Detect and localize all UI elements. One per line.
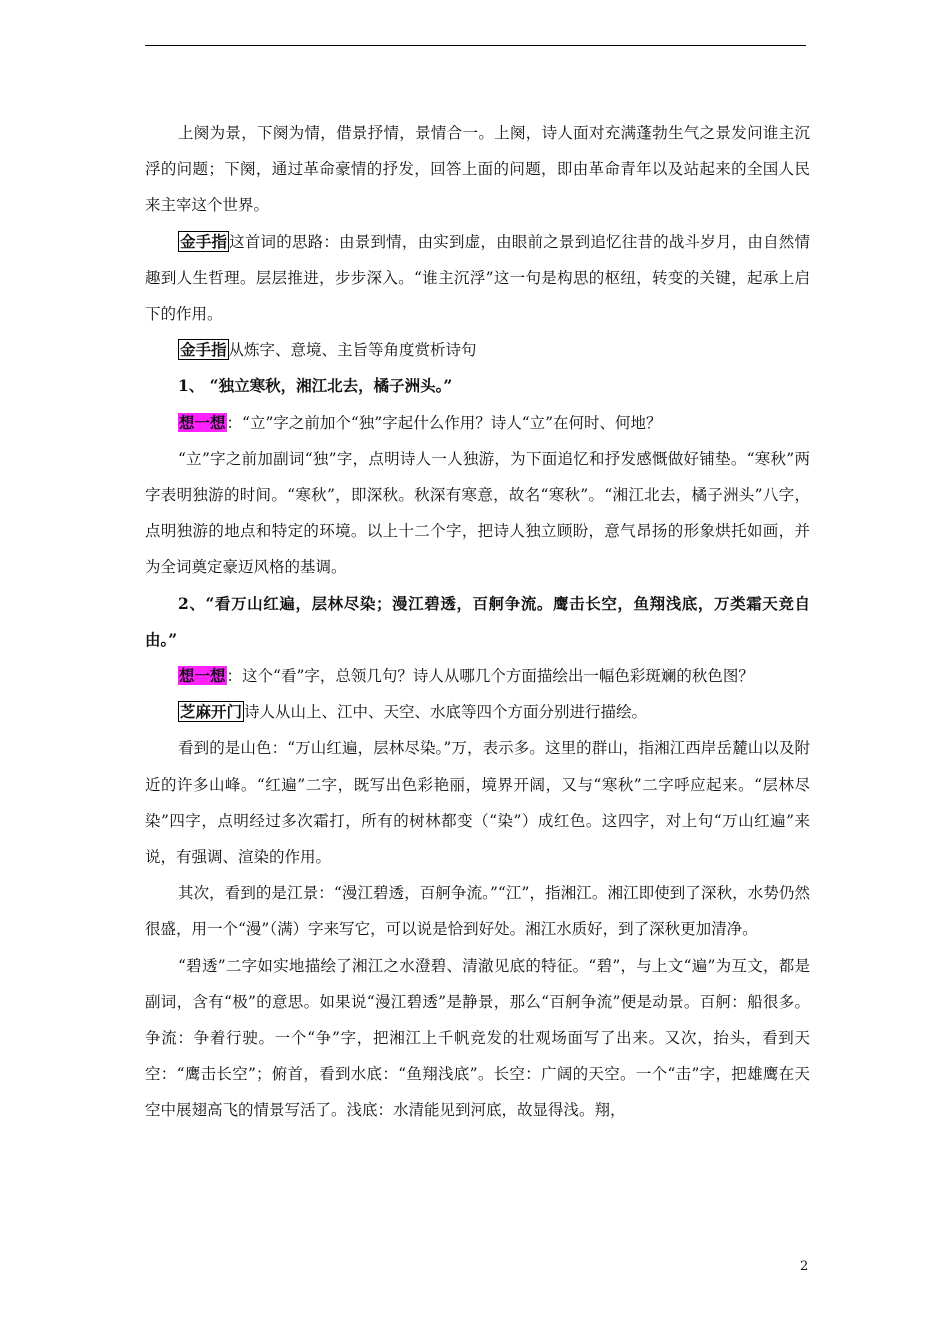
paragraph <box>145 694 810 730</box>
paragraph <box>145 405 810 441</box>
poem-line: 2、“看万山红遍，层林尽染；漫江碧透，百舸争流。鹰击长空，鱼翔浅底，万类霜天竞自由。” <box>145 593 810 649</box>
paragraph-text: ：“立”字之前加个“独”字起什么作用？诗人“立”在何时、何地？ <box>226 413 662 432</box>
paragraph-text: 诗人从山上、江中、天空、水底等四个方面分别进行描绘。 <box>244 703 648 722</box>
document-body <box>145 115 810 1129</box>
tag-label: 想一想 <box>179 412 226 432</box>
page-number: 2 <box>800 1259 809 1274</box>
paragraph: “碧透”二字如实地描绘了湘江之水澄碧、清澈见底的特征。“碧”，与上文“遍”为互文，都是副词，含有“极”的意思。如果说“漫江碧透”是静景，那么“百舸争流”便是动景。百舸：船很多。争流：争着行驶。一个“争”字，把湘江上千帆竞发的壮观场面写了出来。又次，抬头，看到天空：“鹰击长空”；俯首，看到水底：“鱼翔浅底”。长空：广阔的天空。一个“击”字，把雄鹰在天空中展翅高飞的情景写活了。浅底：水清能见到河底，故显得浅。翔， <box>145 956 810 1120</box>
tag-label: 想一想 <box>179 666 226 686</box>
tag-label: 金手指 <box>180 340 227 360</box>
paragraph <box>145 658 810 694</box>
paragraph-text: 这首词的思路：由景到情，由实到虚，由眼前之景到追忆往昔的战斗岁月，由自然情趣到人生哲理。层层推进，步步深入。“谁主沉浮”这一句是构思的枢纽，转变的关键，起承上启下的作用。 <box>145 232 810 324</box>
tag-label: 金手指 <box>180 231 228 251</box>
paragraph-text: 从炼字、意境、主旨等角度赏析诗句 <box>228 341 477 360</box>
paragraph: “立”字之前加副词“独”字，点明诗人一人独游，为下面追忆和抒发感慨做好铺垫。“寒秋”两字表明独游的时间。“寒秋”，即深秋。秋深有寒意，故名“寒秋”。“湘江北去，橘子洲头”八字，点明独游的地点和特定的环境。以上十二个字，把诗人独立顾盼，意气昂扬的形象烘托如画，并为全词奠定豪迈风格的基调。 <box>145 449 810 577</box>
paragraph: 其次，看到的是江景：“漫江碧透，百舸争流。”“江”，指湘江。湘江即使到了深秋，水势仍然很盛，用一个“漫”（满）字来写它，可以说是恰到好处。湘江水质好，到了深秋更加清净。 <box>145 884 810 939</box>
paragraph: 上阕为景，下阕为情，借景抒情，景情合一。上阕，诗人面对充满蓬勃生气之景发问谁主沉浮的问题；下阕，通过革命豪情的抒发，回答上面的问题，即由革命青年以及站起来的全国人民来主宰这个世界。 <box>145 124 810 215</box>
paragraph-text: ：这个“看”字，总领几句？诗人从哪几个方面描绘出一幅色彩斑斓的秋色图？ <box>226 667 754 686</box>
paragraph <box>145 332 810 368</box>
paragraph: 看到的是山色：“万山红遍，层林尽染。”万，表示多。这里的群山，指湘江西岸岳麓山以及附近的许多山峰。“红遍”二字，既写出色彩艳丽，境界开阔，又与“寒秋”二字呼应起来。“层林尽染”四字，点明经过多次霜打，所有的树林都变（“染”）成红色。这四字，对上句“万山红遍”来说，有强调、渲染的作用。 <box>145 739 810 867</box>
paragraph <box>145 224 810 333</box>
tag-label: 芝麻开门 <box>180 702 243 722</box>
header-rule <box>145 45 806 46</box>
poem-line: 1、 “独立寒秋，湘江北去，橘子洲头。” <box>178 376 453 396</box>
